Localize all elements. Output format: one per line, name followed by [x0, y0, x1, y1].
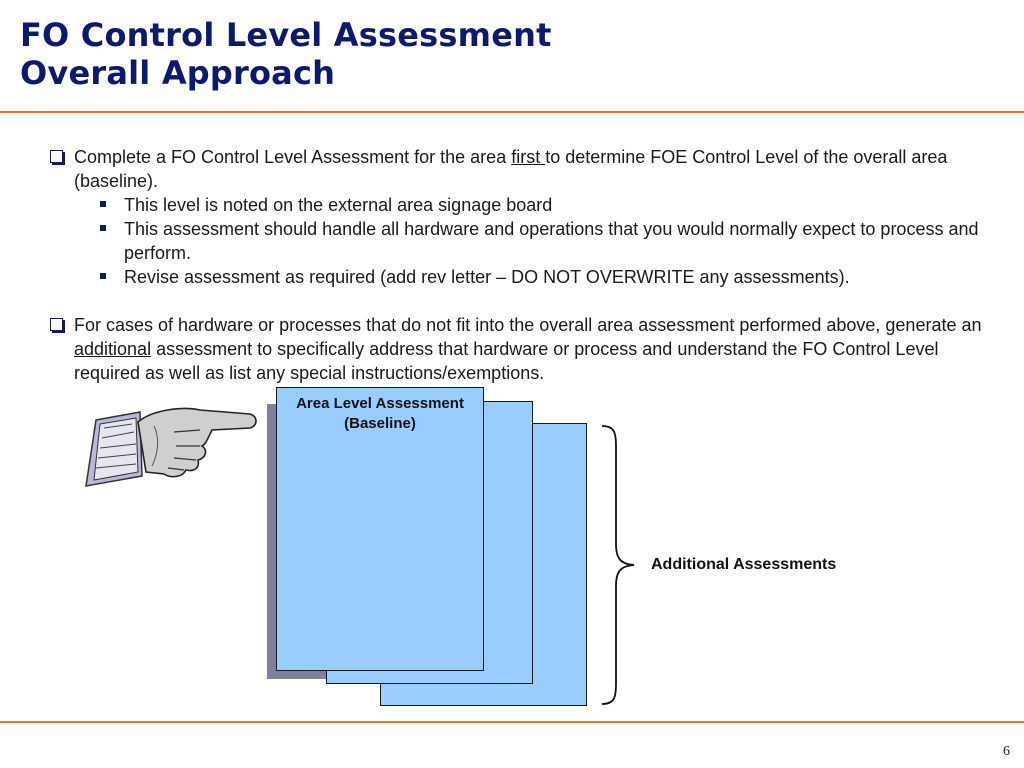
- sub-bullet: [98, 265, 988, 289]
- bullet-1-sublist: [48, 193, 988, 289]
- pointing-hand-icon: [82, 398, 262, 494]
- baseline-assessment-document: [276, 387, 484, 671]
- bullet-1: [48, 145, 988, 193]
- additional-assessments-label: Additional Assessments: [651, 556, 837, 573]
- sub-bullet-text: This level is noted on the external area signage board: [124, 195, 553, 215]
- sub-bullet: [98, 193, 988, 217]
- sub-bullet-text: Revise assessment as required (add rev letter – DO NOT OVERWRITE any assessments).: [124, 267, 850, 287]
- sub-bullet: [98, 217, 988, 265]
- bullet-1-text-post: to determine FOE Control Level of the overall area (baseline).: [74, 147, 948, 191]
- bullet-1-text-pre: Complete a FO Control Level Assessment for the area: [74, 147, 512, 167]
- page-number: 6: [1003, 744, 1010, 759]
- baseline-document-label: Area Level Assessment (Baseline): [296, 395, 464, 432]
- spacer: [48, 289, 988, 313]
- curly-brace-icon: [600, 424, 640, 706]
- square-bullet-icon: [100, 201, 106, 207]
- sub-bullet-text: This assessment should handle all hardware and operations that you would normally expect to process and perform.: [124, 219, 979, 263]
- checkbox-bullet-icon: [50, 318, 63, 331]
- bullet-2-text-post: assessment to specifically address that hardware or process and understand the FO Control Level required as well as list any special instructions/exemptions.: [74, 339, 939, 383]
- square-bullet-icon: [100, 225, 106, 231]
- slide-title: [20, 16, 552, 92]
- square-bullet-icon: [100, 273, 106, 279]
- bullet-2-underlined: additional: [74, 339, 152, 359]
- bullet-2: [48, 313, 988, 385]
- title-line-1: FO Control Level Assessment: [20, 16, 552, 54]
- bullet-2-text-pre: For cases of hardware or processes that do not fit into the overall area assessment performed above, generate an: [74, 315, 982, 335]
- title-line-2: Overall Approach: [20, 54, 336, 92]
- bottom-divider: [0, 721, 1024, 723]
- checkbox-bullet-icon: [50, 150, 63, 163]
- bullet-1-underlined: first: [511, 147, 546, 167]
- slide-content: [48, 145, 988, 385]
- top-divider: [0, 111, 1024, 113]
